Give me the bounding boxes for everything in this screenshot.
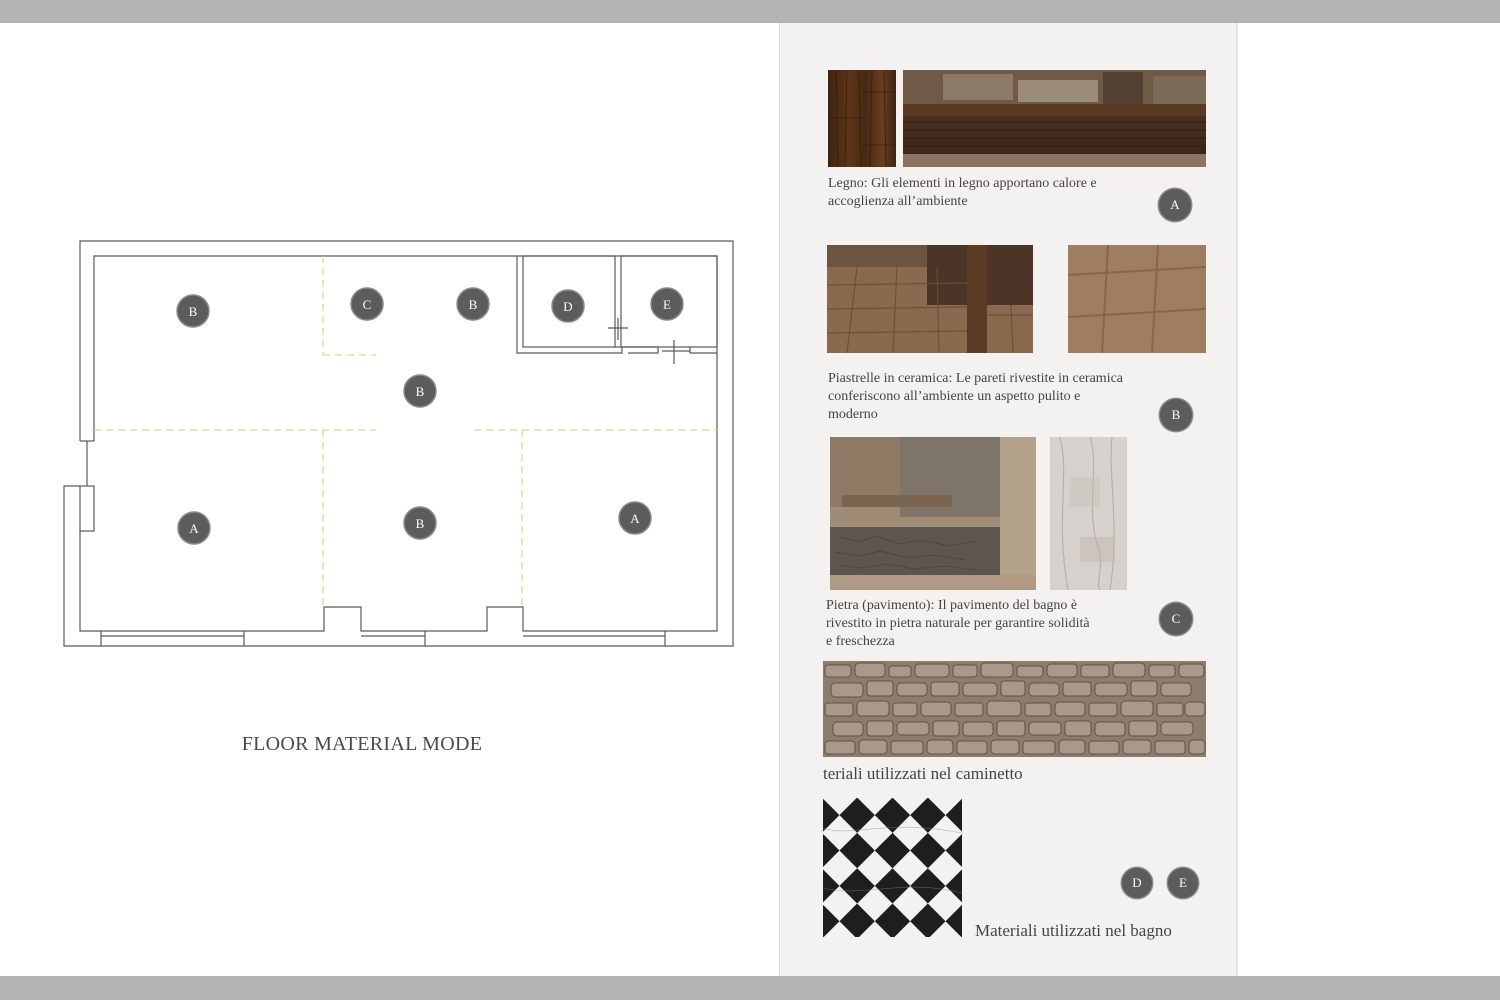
bathroom-badge-e: E [1168,868,1198,898]
zone-badge [552,290,584,322]
svg-text:D: D [563,299,573,314]
plan-title: FLOOR MATERIAL MODE [241,733,483,755]
stone-shower-photo [830,437,1036,590]
svg-text:A: A [630,511,640,526]
zone-badge [404,507,436,539]
floor-plan [0,0,760,700]
svg-text:B: B [468,297,478,312]
svg-text:B: B [415,516,425,531]
white-marble-texture [1050,437,1127,590]
bathroom-caption: Materiali utilizzati nel bagno [975,921,1172,940]
stone-caption: Pietra (pavimento): Il pavimento del bagno è rivestito in pietra naturale per garantire solidità e freschezza [826,598,1090,649]
zone-labels [177,288,683,544]
fireplace-caption: teriali utilizzati nel caminetto [823,764,1023,783]
wood-platform-interior-photo [903,70,1206,167]
zone-badge [177,295,209,327]
ceramic-caption: Piastrelle in ceramica: Le pareti rivestite in ceramica conferiscono all’ambiente un aspetto pulito e moderno [828,371,1124,422]
black-white-marble-checker-texture [823,798,962,937]
floor-plan-walls [64,241,733,646]
svg-text:C: C [362,297,372,312]
svg-text:A: A [189,521,199,536]
wood-badge: A [1159,189,1191,221]
dry-stone-wall-texture [823,661,1206,757]
ceramic-tile-texture [1068,245,1206,353]
wood-caption: Legno: Gli elementi in legno apportano calore e accoglienza all’ambiente [828,176,1097,209]
zone-badge [178,512,210,544]
bottom-bar [0,976,1500,1000]
dark-wood-plank-texture [828,70,896,167]
svg-text:E: E [663,297,671,312]
zone-badge [404,375,436,407]
ceramic-badge: B [1160,399,1192,431]
zone-badge [457,288,489,320]
svg-text:B: B [415,384,425,399]
bathroom-badge-d: D [1122,868,1152,898]
zone-badge [351,288,383,320]
stone-badge: C [1160,603,1192,635]
ceramic-tile-floor-photo [827,245,1033,353]
zone-badge [619,502,651,534]
zone-badge [651,288,683,320]
svg-text:B: B [188,304,198,319]
